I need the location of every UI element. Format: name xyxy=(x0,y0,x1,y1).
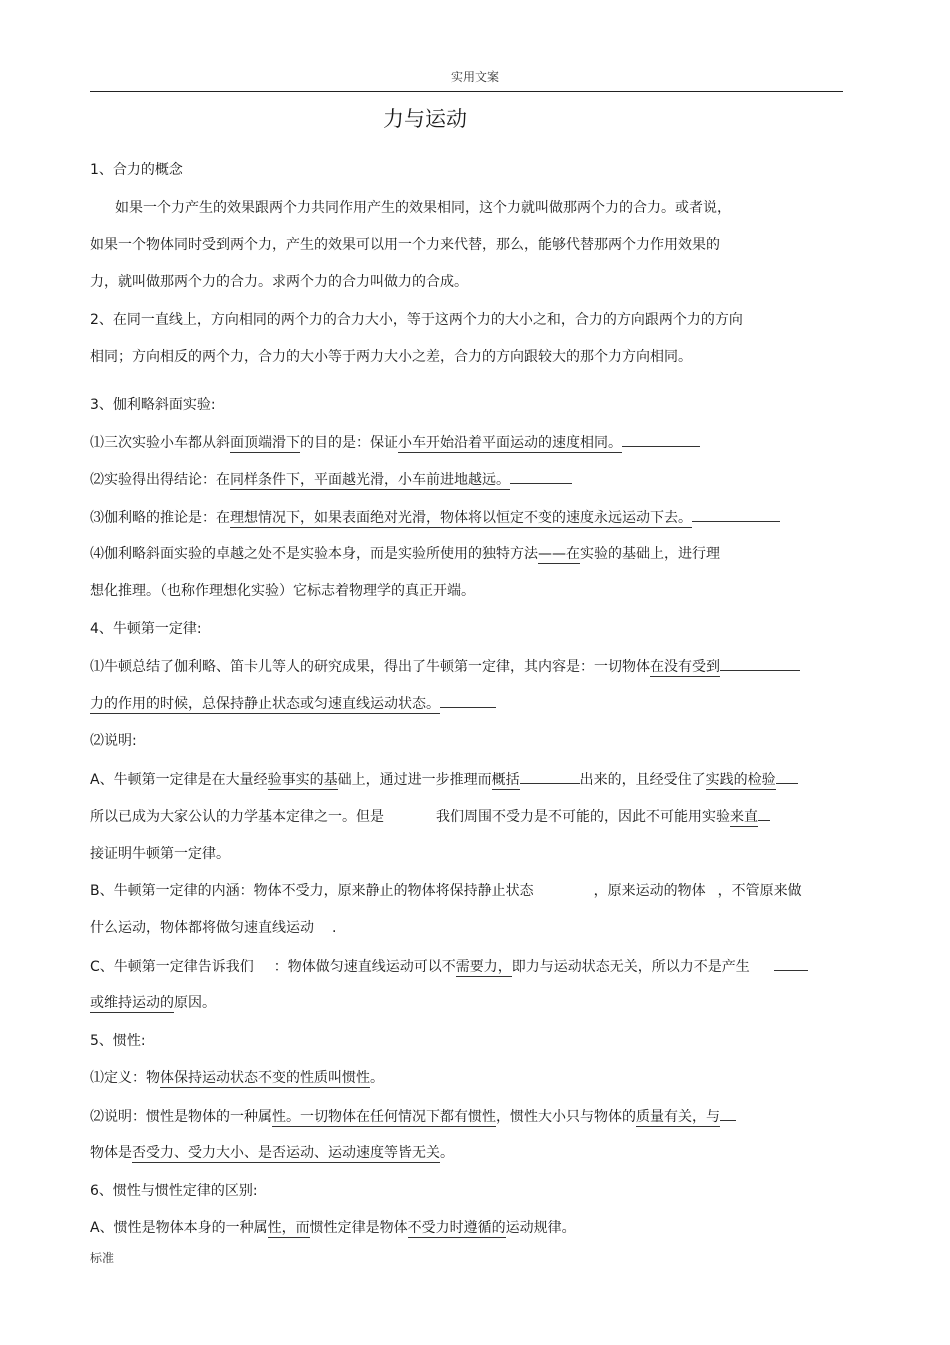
underlined-answer: 理想情况下，如果表面绝对光滑，物体将以恒定不变的速度永远运动下去。 xyxy=(230,510,692,526)
s4-item-a xyxy=(90,769,798,790)
s3-point-2 xyxy=(90,469,572,490)
s5-point-2 xyxy=(90,1106,736,1127)
text-run: 的目的是：保证 xyxy=(300,435,398,451)
underlined-answer: 质量有关，与 xyxy=(636,1109,720,1125)
fill-blank xyxy=(720,656,800,671)
underlined-answer: 来直 xyxy=(730,809,758,825)
text-run: ⑵说明：惯性是物体的一种属 xyxy=(90,1109,272,1125)
text-run: B、牛顿第一定律的内涵：物体不受力，原来静止的物体将保持静止状态 xyxy=(90,883,534,899)
underlined-answer: 同样条件下，平面越光滑，小车前进地越远。 xyxy=(230,472,510,488)
text-run: 惯性定律是物体 xyxy=(309,1220,408,1236)
text-run: ⑴牛顿总结了伽利略、笛卡儿等人的研究成果，得出了牛顿第一定律，其内容是：一切物体 xyxy=(90,659,650,675)
s4-item-a-end: 接证明牛顿第一定律。 xyxy=(90,846,230,862)
text-run: 所以已成为大家公认的力学基本定律之一。但是 xyxy=(90,809,384,825)
underlined-answer: ——在 xyxy=(538,546,580,562)
text-run: A、惯性是物体本身的一种属 xyxy=(90,1220,268,1236)
text-run: 物体是 xyxy=(90,1145,132,1161)
s5-heading: 5、惯性: xyxy=(90,1033,146,1049)
s5-point-2-cont xyxy=(90,1143,454,1163)
text-run: C、牛顿第一定律告诉我们 xyxy=(90,959,254,975)
fill-blank xyxy=(774,956,808,971)
header-rule xyxy=(90,91,843,92)
fill-blank xyxy=(758,806,770,821)
s1-line-1: 如果一个力产生的效果跟两个力共同作用产生的效果相同，这个力就叫做那两个力的合力。或者说， xyxy=(115,200,731,216)
underlined-answer: 实践的检验 xyxy=(705,772,776,788)
underlined-answer: 概括 xyxy=(491,772,520,788)
text-run: ⑷伽利略斜面实验的卓越之处不是实验本身，而是实验所使用的独特方法 xyxy=(90,546,538,562)
fill-blank xyxy=(622,432,700,447)
s6-item-a xyxy=(90,1218,576,1238)
text-run: . xyxy=(332,920,337,936)
s4-item-c xyxy=(90,956,808,977)
s2-line-1: 2、在同一直线上，方向相同的两个力的合力大小，等于这两个力的大小之和，合力的方向跟两个力的方向 xyxy=(90,312,743,328)
s3-point-3 xyxy=(90,507,780,528)
text-run: ⑶伽利略的推论是：在 xyxy=(90,510,230,526)
text-run: ，物体都将做匀速直线运动 xyxy=(146,920,314,936)
text-run: 原因。 xyxy=(174,995,216,1011)
fill-blank xyxy=(692,507,780,522)
s4-item-b-cont xyxy=(90,918,336,938)
text-run: 础上，通过进一步推理而 xyxy=(337,772,492,788)
text-run: ⑵实验得出得结论：在 xyxy=(90,472,230,488)
page-title: 力与运动 xyxy=(383,107,467,131)
s3-heading: 3、伽利略斜面实验: xyxy=(90,397,216,413)
fill-blank xyxy=(720,1106,736,1121)
underlined-answer: 不受力时遵循的 xyxy=(407,1220,506,1236)
s6-heading: 6、惯性与惯性定律的区别: xyxy=(90,1183,258,1199)
s4-heading: 4、牛顿第一定律: xyxy=(90,621,202,637)
fill-blank xyxy=(510,469,572,484)
underlined-answer: 需要力， xyxy=(455,959,512,975)
s4-point-1 xyxy=(90,656,800,677)
text-run: ，不管原来做 xyxy=(717,883,802,899)
page-footer: 标准 xyxy=(90,1251,115,1265)
underlined-answer: 性。一切物体在任何情况下都有惯性 xyxy=(272,1109,496,1125)
underlined-answer: 小车开始沿着平面运动的速度相同。 xyxy=(398,435,622,451)
s1-heading: 1、合力的概念 xyxy=(90,162,183,178)
s4-point-2: ⑵说明: xyxy=(90,733,137,749)
s3-point-4 xyxy=(90,544,720,564)
s4-point-1-cont xyxy=(90,693,496,714)
underlined-answer: 在没有受到 xyxy=(650,659,720,675)
text-run: ，原来运动的物体 xyxy=(593,883,706,899)
text-run: 实验的基础上，进行理 xyxy=(580,546,720,562)
text-run: ⑴定义：物 xyxy=(90,1070,160,1086)
underlined-answer: 面顶端滑下 xyxy=(230,435,300,451)
text-run: 运动规律。 xyxy=(505,1220,576,1236)
underlined-answer: 体保持运动状态不变的性质叫惯性 xyxy=(160,1070,370,1086)
underlined-answer: 否受力、受力大小、是否运动、运动速度等皆无关 xyxy=(132,1145,440,1161)
underlined-answer: 验事实的基 xyxy=(267,772,338,788)
text-run: 出来的，且经受住了 xyxy=(579,772,706,788)
s4-item-c-cont xyxy=(90,993,216,1013)
text-run: 即力与运动状态无关，所以力不是产生 xyxy=(511,959,750,975)
text-run: 什么运动 xyxy=(90,920,146,936)
page-header: 实用文案 xyxy=(450,70,499,84)
underlined-answer: 或维持运动的 xyxy=(90,995,174,1011)
text-run: ，惯性大小只与物体的 xyxy=(496,1109,636,1125)
fill-blank xyxy=(776,769,798,784)
s3-point-4-cont: 想化推理。（也称作理想化实验）它标志着物理学的真正开端。 xyxy=(90,583,475,599)
s4-item-a-cont xyxy=(90,806,770,827)
fill-blank xyxy=(440,693,496,708)
s5-point-1 xyxy=(90,1068,384,1088)
text-run: ⑴三次实验小车都从斜 xyxy=(90,435,230,451)
underlined-answer: 性，而 xyxy=(267,1220,310,1236)
text-run: 。 xyxy=(370,1070,384,1086)
underlined-answer: 力的作用的时候，总保持静止状态或匀速直线运动状态。 xyxy=(90,696,440,712)
text-run: ：物体做匀速直线运动可以不 xyxy=(273,959,456,975)
s1-line-3: 力，就叫做那两个力的合力。求两个力的合力叫做力的合成。 xyxy=(90,274,468,290)
text-run: A、牛顿第一定律是在大量经 xyxy=(90,772,268,788)
s4-item-b xyxy=(90,881,802,901)
text-run: 。 xyxy=(440,1145,454,1161)
text-run: 我们周围不受力是不可能的，因此不可能用实验 xyxy=(436,809,730,825)
s1-line-2: 如果一个物体同时受到两个力，产生的效果可以用一个力来代替，那么，能够代替那两个力作用效果的 xyxy=(90,237,720,253)
s3-point-1 xyxy=(90,432,700,453)
fill-blank xyxy=(520,769,580,784)
s2-line-2: 相同；方向相反的两个力，合力的大小等于两力大小之差，合力的方向跟较大的那个力方向相同。 xyxy=(90,349,692,365)
